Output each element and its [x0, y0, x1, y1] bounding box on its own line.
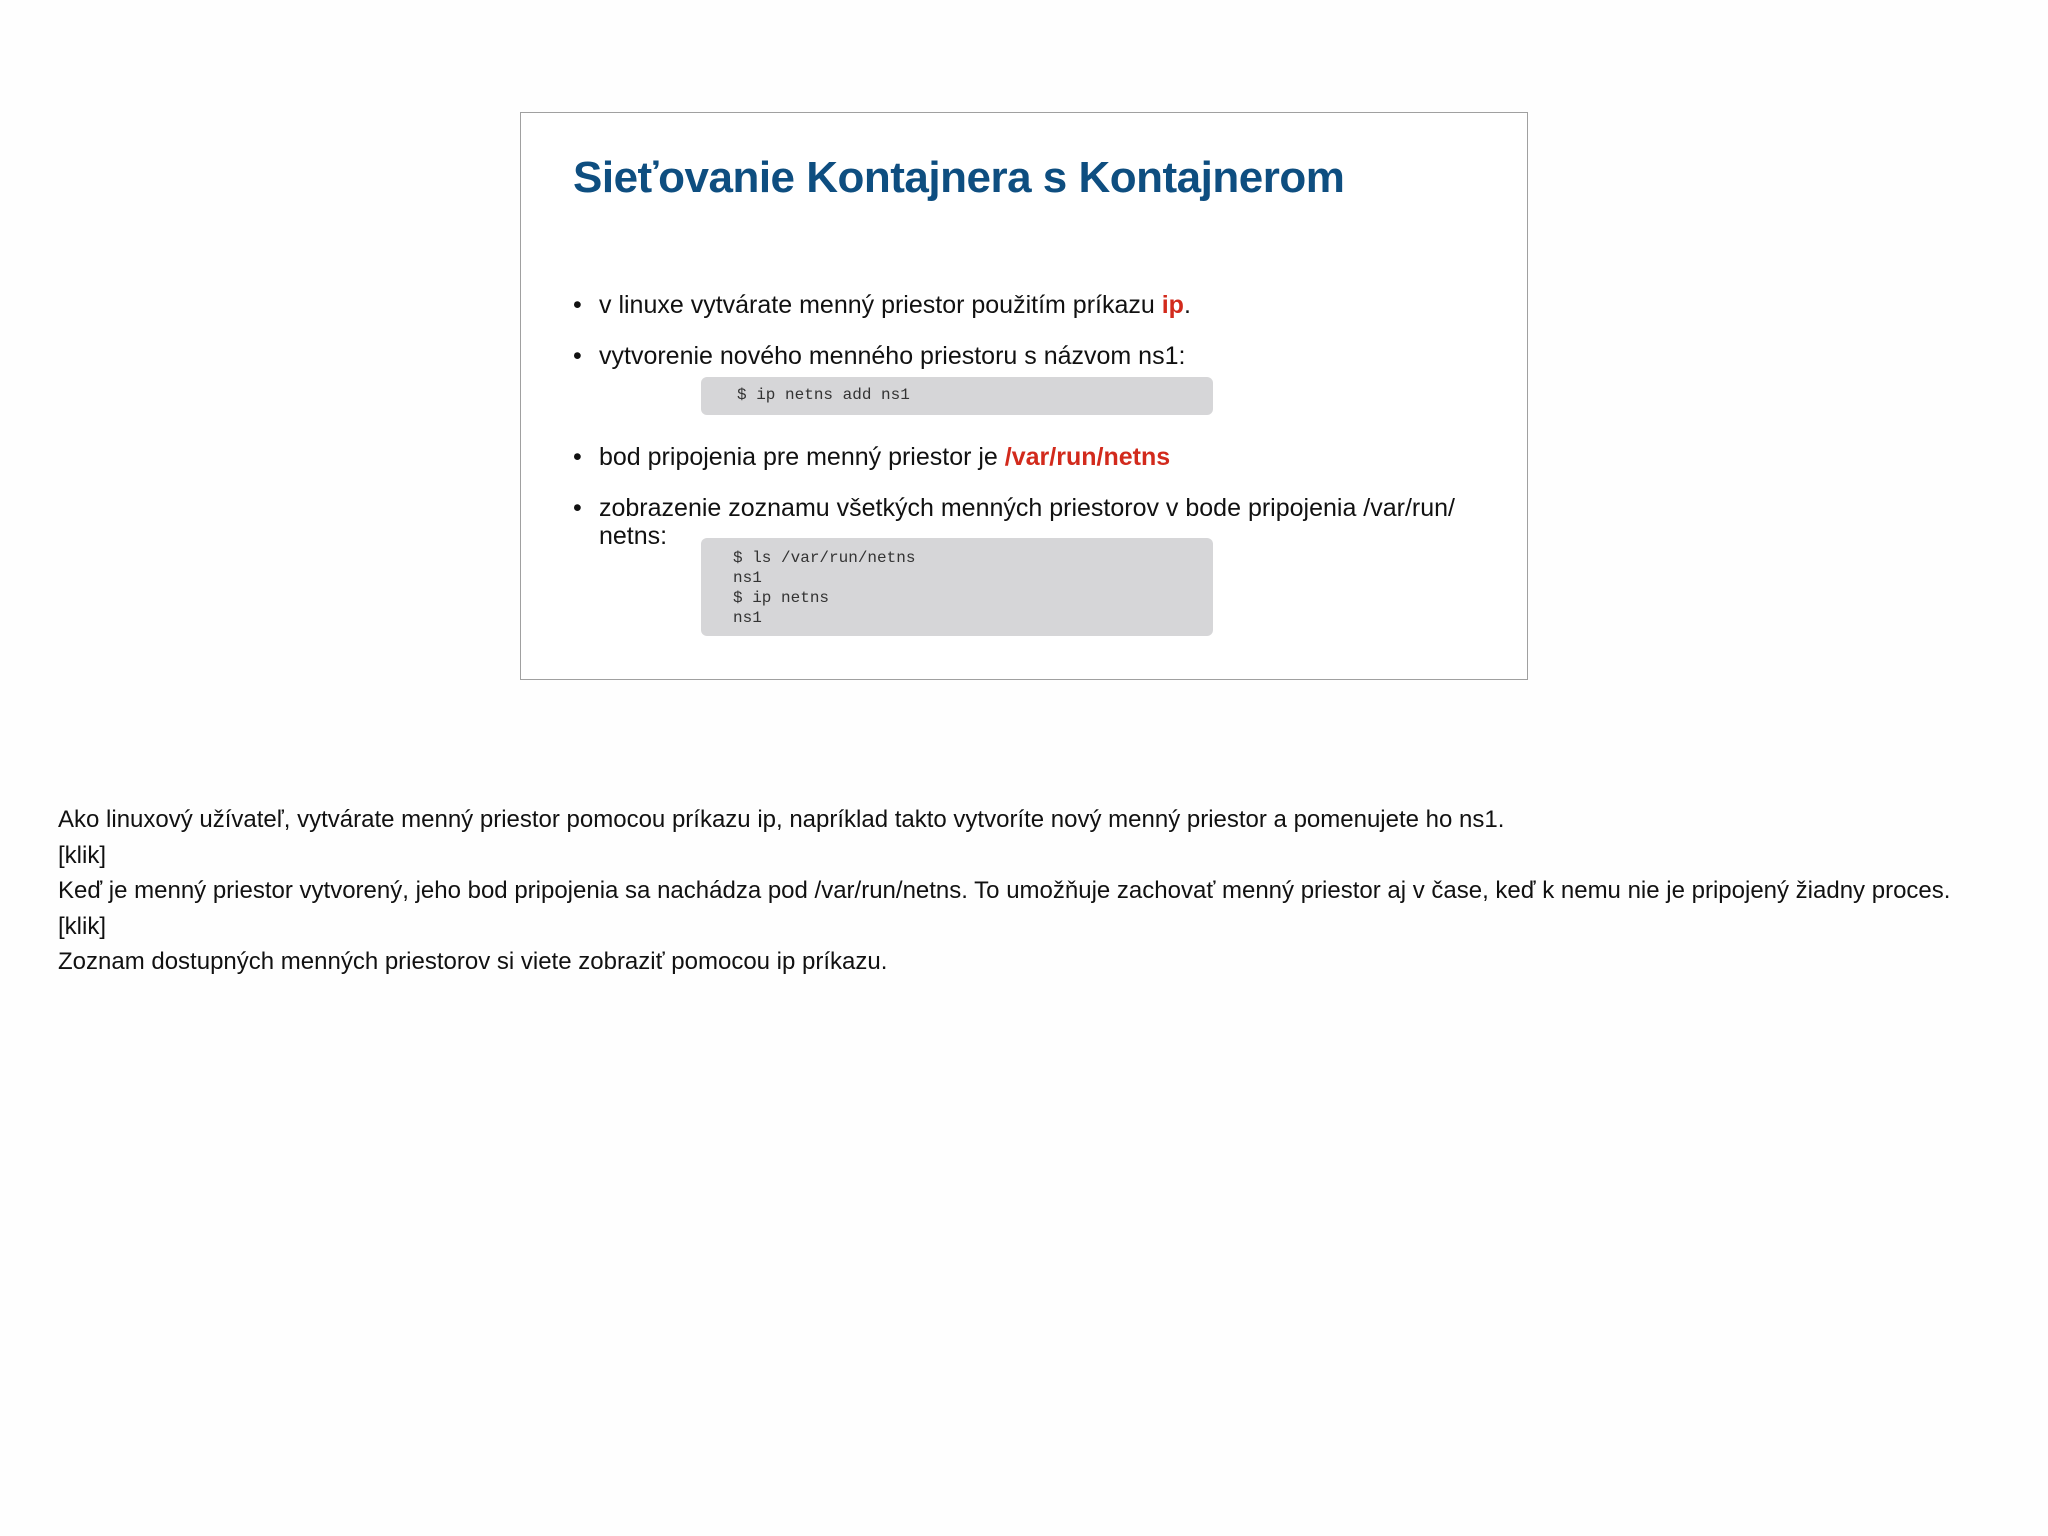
code-line: $ ip netns [733, 589, 830, 607]
bullet-dot-icon: • [573, 342, 582, 370]
bullet-text: vytvorenie nového menného priestoru s názvom ns1: [599, 342, 1186, 370]
bullet-dot-icon: • [573, 291, 582, 319]
bullet-dot-icon: • [573, 443, 582, 471]
code-block-netns-add: $ ip netns add ns1 [701, 377, 1213, 415]
code-line: ns1 [733, 569, 762, 587]
code-line: ns1 [733, 609, 762, 627]
bullet-item [573, 291, 1499, 319]
bullet-dot-icon: • [573, 494, 582, 522]
bullet-text: zobrazenie zoznamu všetkých menných priestorov v bode pripojenia /var/run/ netns: [599, 494, 1455, 550]
code-line: $ ls /var/run/netns [733, 549, 916, 567]
bullet-text: v linuxe vytvárate menný priestor použitím príkazu ip. [599, 291, 1191, 319]
speaker-notes [58, 802, 1988, 980]
notes-line: Ako linuxový užívateľ, vytvárate menný priestor pomocou príkazu ip, napríklad takto vytvoríte nový menný priestor a pomenujete ho ns1. [58, 806, 1505, 833]
notes-line: [klik] [58, 912, 106, 940]
notes-line: Keď je menný priestor vytvorený, jeho bod pripojenia sa nachádza pod /var/run/netns. To umožňuje zachovať menný priestor aj v čase, keď k nemu nie je pripojený žiadny proces. [58, 877, 1951, 904]
slide-preview [520, 112, 1528, 680]
highlight-mount-point: /var/run/netns [1004, 443, 1171, 471]
bullet-text: bod pripojenia pre menný priestor je /var/run/netns [599, 443, 1171, 471]
bullet-item [573, 342, 1499, 370]
code-block-list-netns [701, 538, 1213, 636]
notes-line: Zoznam dostupných menných priestorov si viete zobraziť pomocou ip príkazu. [58, 948, 888, 975]
notes-line: [klik] [58, 841, 106, 869]
slide-title: Sieťovanie Kontajnera s Kontajnerom [573, 153, 1345, 202]
highlight-ip: ip [1161, 291, 1184, 319]
bullet-item [573, 443, 1499, 471]
